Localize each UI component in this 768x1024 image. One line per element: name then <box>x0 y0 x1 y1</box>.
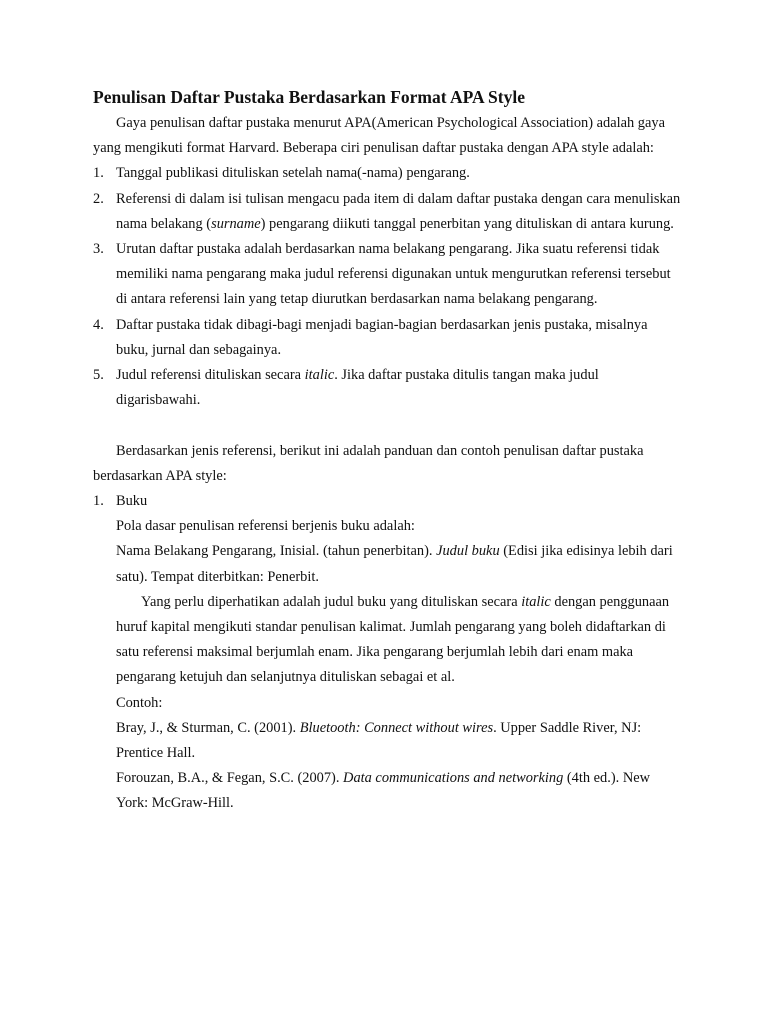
list-text: Referensi di dalam isi tulisan mengacu pada item di dalam daftar pustaka dengan cara menuliskan nama belakang ( <box>116 190 681 232</box>
reference-part: . Upper Saddle River, NJ: Prentice Hall. <box>116 719 642 762</box>
list-item <box>93 161 683 186</box>
reference-part: Forouzan, B.A., & Fegan, S.C. (2007). <box>116 770 344 787</box>
book-section <box>93 514 683 816</box>
list-number: 1. <box>93 165 104 182</box>
list-number: 1. <box>93 493 104 510</box>
list-item <box>93 187 683 237</box>
list-text: Urutan daftar pustaka adalah berdasarkan nama belakang pengarang. Jika suatu referensi tidak memiliki nama pengarang maka judul referensi digunakan untuk mengurutkan referensi tersebut di antara referensi lain yang tetap diurutkan berdasarkan nama belakang pengarang. <box>116 241 671 308</box>
note-paragraph <box>116 590 683 691</box>
page-title: Penulisan Daftar Pustaka Berdasarkan Format APA Style <box>93 87 525 107</box>
list-number: 3. <box>93 241 104 258</box>
italic-title: Data communications and networking <box>343 770 564 787</box>
italic-term: italic <box>521 593 551 610</box>
italic-term: surname <box>211 215 261 232</box>
list-text: Judul referensi dituliskan secara <box>116 367 305 384</box>
list-number: 4. <box>93 316 104 333</box>
note-part: Yang perlu diperhatikan adalah judul buku yang dituliskan secara <box>141 593 522 610</box>
pattern-intro: Pola dasar penulisan referensi berjenis buku adalah: <box>116 518 415 535</box>
reference-example <box>116 716 683 766</box>
list-text: . Jika daftar pustaka ditulis tangan maka judul digarisbawahi. <box>116 367 599 409</box>
pattern-part: Nama Belakang Pengarang, Inisial. (tahun penerbitan). <box>116 543 437 560</box>
list-item <box>93 313 683 363</box>
list-text: Daftar pustaka tidak dibagi-bagi menjadi bagian-bagian berdasarkan jenis pustaka, misalnya buku, jurnal dan sebagainya. <box>116 316 648 358</box>
list-item <box>93 363 683 413</box>
reference-type-list <box>93 489 683 514</box>
pattern-part: (Edisi jika edisinya lebih dari satu). Tempat diterbitkan: Penerbit. <box>116 543 673 585</box>
reference-example <box>116 766 683 816</box>
paragraph-spacer <box>93 413 683 438</box>
list-text: ) pengarang diikuti tanggal penerbitan yang dituliskan di antara kurung. <box>260 215 674 232</box>
example-label: Contoh: <box>116 694 163 711</box>
guide-intro-paragraph: Berdasarkan jenis referensi, berikut ini adalah panduan dan contoh penulisan daftar pustaka berdasarkan APA style: <box>93 442 644 484</box>
section-label: Buku <box>116 493 148 510</box>
reference-part: Bray, J., & Sturman, C. (2001). <box>116 719 300 736</box>
list-number: 2. <box>93 190 104 207</box>
italic-term: italic <box>304 367 335 384</box>
list-item <box>93 489 683 514</box>
list-item <box>93 237 683 313</box>
pattern-text <box>116 539 683 589</box>
italic-term: Judul buku <box>436 543 500 560</box>
list-number: 5. <box>93 367 104 384</box>
reference-part: (4th ed.). New York: McGraw-Hill. <box>116 770 651 812</box>
list-text: Tanggal publikasi dituliskan setelah nama(-nama) pengarang. <box>116 165 470 182</box>
intro-paragraph: Gaya penulisan daftar pustaka menurut APA(American Psychological Association) adalah gaya yang mengikuti format Harvard. Beberapa ciri penulisan daftar pustaka dengan APA style adalah: <box>93 115 665 157</box>
characteristics-list <box>93 161 683 413</box>
document-body <box>93 111 683 817</box>
note-part: dengan penggunaan huruf kapital mengikuti standar penulisan kalimat. Jumlah pengarang yang boleh didaftarkan di satu referensi maksimal berjumlah enam. Jika pengarang berjumlah lebih dari enam maka pengarang ketujuh dan selanjutnya dituliskan sebagai et al. <box>116 593 670 686</box>
italic-title: Bluetooth: Connect without wires <box>299 719 494 736</box>
